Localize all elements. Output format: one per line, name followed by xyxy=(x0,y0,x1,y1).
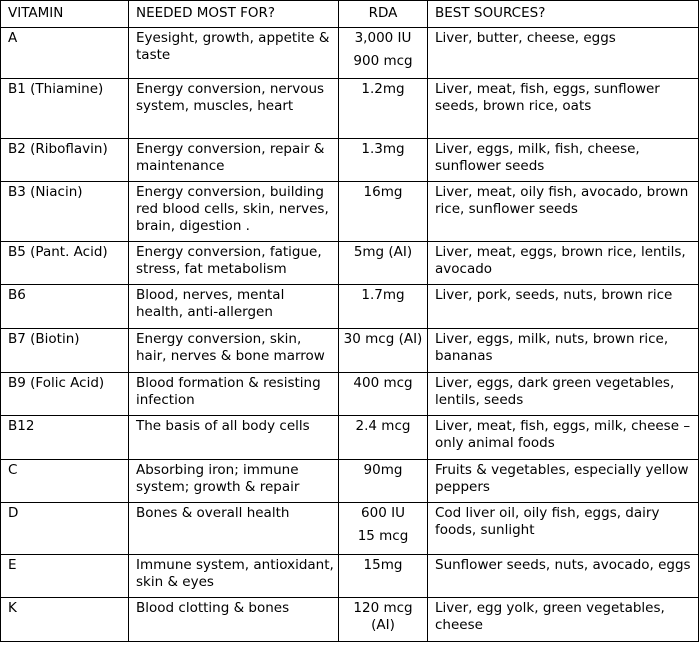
needed-cell: Bones & overall health xyxy=(129,503,339,555)
table-row xyxy=(1,329,699,373)
vitamin-cell: E xyxy=(1,555,129,598)
sources-cell: Liver, eggs, milk, fish, cheese, sunflower seeds xyxy=(428,139,699,182)
rda-cell xyxy=(339,28,428,79)
needed-cell: Immune system, antioxidant, skin & eyes xyxy=(129,555,339,598)
rda-value: 600 IU xyxy=(361,505,405,521)
vitamin-cell: B7 (Biotin) xyxy=(1,329,129,373)
needed-cell: Energy conversion, building red blood cells, skin, nerves, brain, digestion . xyxy=(129,182,339,242)
header-needed-most-for: NEEDED MOST FOR? xyxy=(129,1,339,28)
rda-cell: 1.2mg xyxy=(339,79,428,139)
rda-value: 3,000 IU xyxy=(354,30,412,46)
vitamin-cell: D xyxy=(1,503,129,555)
table-row xyxy=(1,139,699,182)
table-row xyxy=(1,242,699,285)
rda-cell xyxy=(339,503,428,555)
sources-cell: Liver, pork, seeds, nuts, brown rice xyxy=(428,285,699,329)
vitamin-cell: B2 (Riboflavin) xyxy=(1,139,129,182)
table-row xyxy=(1,79,699,139)
table-row xyxy=(1,555,699,598)
needed-cell: Blood formation & resisting infection xyxy=(129,373,339,416)
sources-cell: Liver, meat, eggs, brown rice, lentils, avocado xyxy=(428,242,699,285)
table-row xyxy=(1,503,699,555)
rda-cell: 400 mcg xyxy=(339,373,428,416)
needed-cell: The basis of all body cells xyxy=(129,416,339,460)
rda-cell: 5mg (AI) xyxy=(339,242,428,285)
vitamin-cell: B5 (Pant. Acid) xyxy=(1,242,129,285)
vitamin-cell: K xyxy=(1,598,129,642)
table-row xyxy=(1,460,699,503)
rda-cell: 16mg xyxy=(339,182,428,242)
needed-cell: Energy conversion, repair & maintenance xyxy=(129,139,339,182)
sources-cell: Liver, meat, oily fish, avocado, brown rice, sunflower seeds xyxy=(428,182,699,242)
vitamin-cell: B3 (Niacin) xyxy=(1,182,129,242)
vitamin-cell: B9 (Folic Acid) xyxy=(1,373,129,416)
table-row xyxy=(1,182,699,242)
vitamin-cell: A xyxy=(1,28,129,79)
table-row xyxy=(1,28,699,79)
vitamin-cell: C xyxy=(1,460,129,503)
needed-cell: Blood, nerves, mental health, anti-allergen xyxy=(129,285,339,329)
needed-cell: Energy conversion, nervous system, muscles, heart xyxy=(129,79,339,139)
sources-cell: Sunflower seeds, nuts, avocado, eggs xyxy=(428,555,699,598)
header-best-sources: BEST SOURCES? xyxy=(428,1,699,28)
vitamin-cell: B12 xyxy=(1,416,129,460)
needed-cell: Eyesight, growth, appetite & taste xyxy=(129,28,339,79)
needed-cell: Energy conversion, skin, hair, nerves & bone marrow xyxy=(129,329,339,373)
sources-cell: Liver, egg yolk, green vegetables, cheese xyxy=(428,598,699,642)
rda-cell: 90mg xyxy=(339,460,428,503)
header-vitamin: VITAMIN xyxy=(1,1,129,28)
header-row xyxy=(1,1,699,28)
table-row xyxy=(1,285,699,329)
rda-cell: 120 mcg (AI) xyxy=(339,598,428,642)
needed-cell: Blood clotting & bones xyxy=(129,598,339,642)
vitamin-cell: B1 (Thiamine) xyxy=(1,79,129,139)
header-rda: RDA xyxy=(339,1,428,28)
rda-value-alt: 900 mcg xyxy=(353,53,413,69)
sources-cell: Liver, eggs, dark green vegetables, lentils, seeds xyxy=(428,373,699,416)
sources-cell: Fruits & vegetables, especially yellow peppers xyxy=(428,460,699,503)
table-row xyxy=(1,598,699,642)
rda-cell: 15mg xyxy=(339,555,428,598)
sources-cell: Liver, meat, fish, eggs, sunflower seeds, brown rice, oats xyxy=(428,79,699,139)
sources-cell: Liver, eggs, milk, nuts, brown rice, bananas xyxy=(428,329,699,373)
table-row xyxy=(1,416,699,460)
needed-cell: Absorbing iron; immune system; growth & repair xyxy=(129,460,339,503)
vitamin-cell: B6 xyxy=(1,285,129,329)
sources-cell: Liver, butter, cheese, eggs xyxy=(428,28,699,79)
rda-cell: 30 mcg (AI) xyxy=(339,329,428,373)
needed-cell: Energy conversion, fatigue, stress, fat metabolism xyxy=(129,242,339,285)
rda-value-alt: 15 mcg xyxy=(357,528,409,544)
sources-cell: Cod liver oil, oily fish, eggs, dairy foods, sunlight xyxy=(428,503,699,555)
rda-cell: 1.3mg xyxy=(339,139,428,182)
rda-cell: 1.7mg xyxy=(339,285,428,329)
rda-cell: 2.4 mcg xyxy=(339,416,428,460)
sources-cell: Liver, meat, fish, eggs, milk, cheese – only animal foods xyxy=(428,416,699,460)
table-row xyxy=(1,373,699,416)
